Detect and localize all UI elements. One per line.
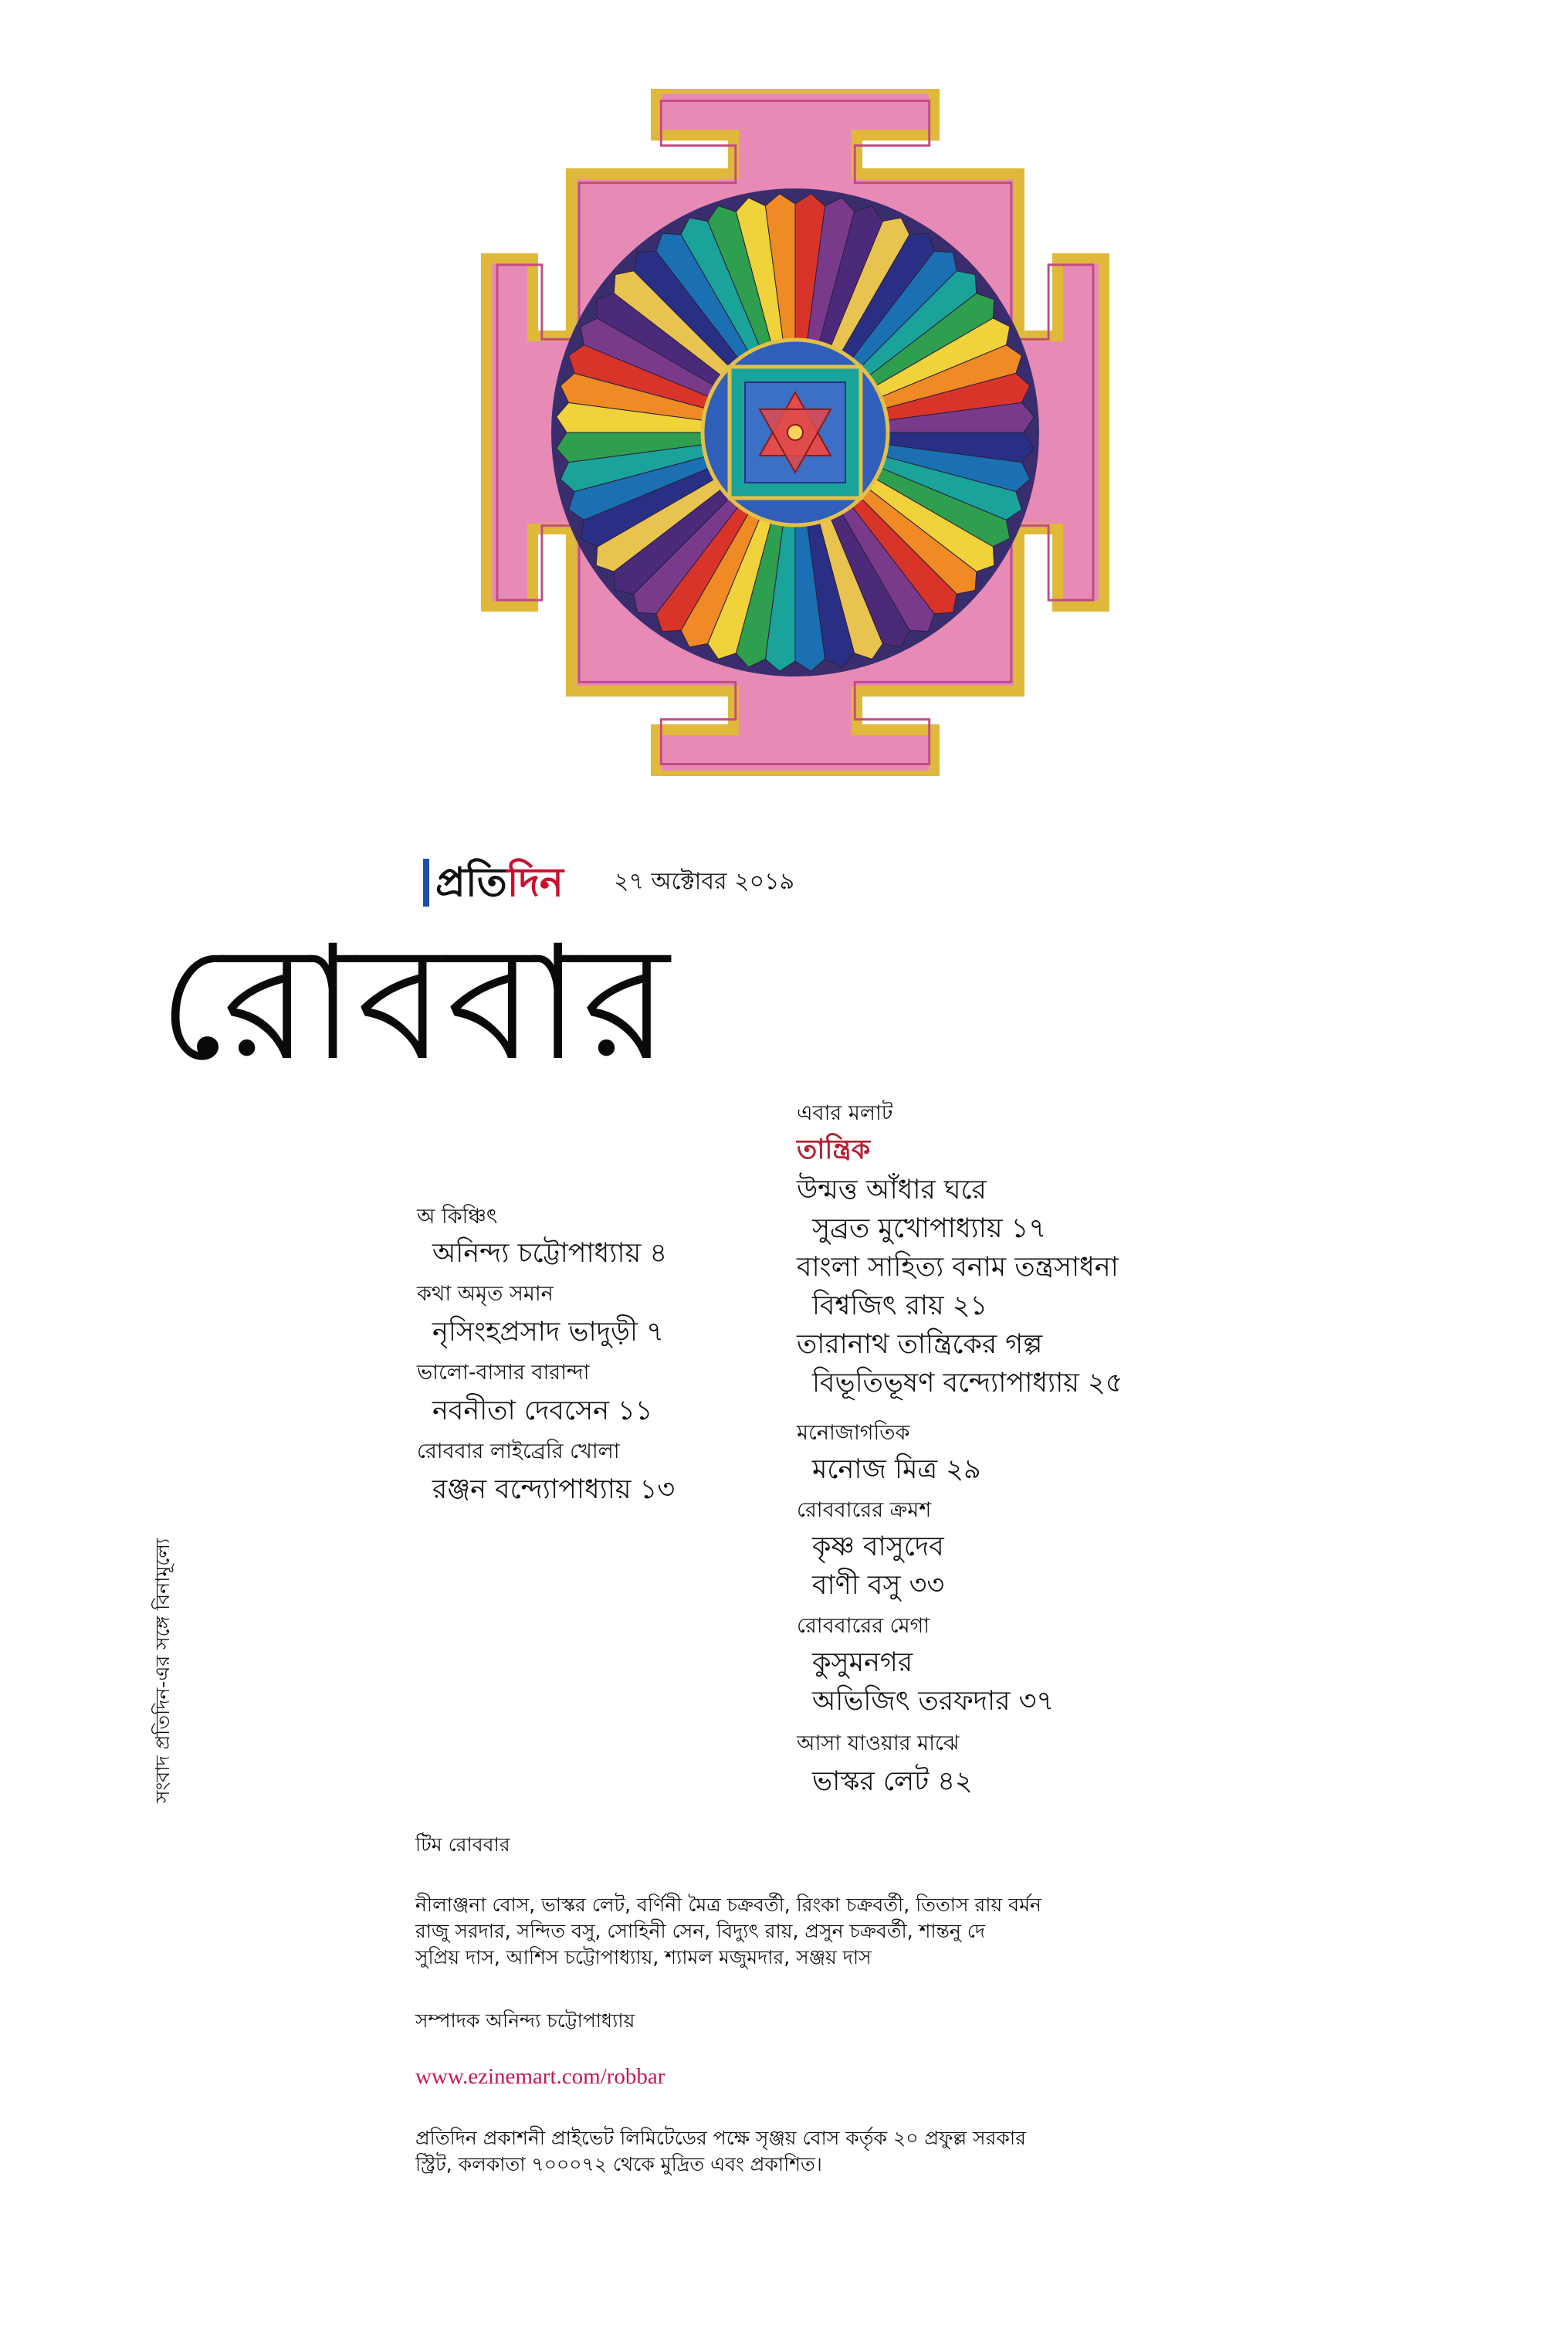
toc-section-label: রোববারের ক্রমশ bbox=[797, 1498, 932, 1522]
team-line: নীলাঞ্জনা বোস, ভাস্কর লেট, বর্ণিনী মৈত্র চক্রবর্তী, রিংকা চক্রবর্তী, তিতাস রায় বর্মন bbox=[415, 1894, 1041, 1916]
toc-section-label: আসা যাওয়ার মাঝে bbox=[797, 1731, 960, 1755]
toc-entry: অনিন্দ্য চট্টোপাধ্যায় ৪ bbox=[432, 1238, 668, 1269]
issue-date: ২৭ অক্টোবর ২০১৯ bbox=[614, 868, 795, 895]
yantra-mandala-icon bbox=[455, 89, 1135, 776]
toc-entry: রঞ্জন বন্দ্যোপাধ্যায় ১৩ bbox=[432, 1474, 676, 1505]
team-line: রাজু সরদার, সন্দিত বসু, সোহিনী সেন, বিদ্যুৎ রায়, প্রসুন চক্রবর্তী, শান্তনু দে bbox=[415, 1920, 986, 1942]
toc-entry: কৃষ্ণ বাসুদেব bbox=[812, 1531, 944, 1562]
cover-article-title: বাংলা সাহিত্য বনাম তন্ত্রসাধনা bbox=[797, 1252, 1119, 1283]
toc-entry: ভাস্কর লেট ৪২ bbox=[812, 1766, 973, 1797]
toc-entry: নবনীতা দেবসেন ১১ bbox=[432, 1395, 653, 1426]
logo-bar bbox=[423, 859, 429, 907]
cover-article-author: সুব্রত মুখোপাধ্যায় ১৭ bbox=[812, 1213, 1047, 1244]
toc-entry: মনোজ মিত্র ২৯ bbox=[812, 1454, 981, 1485]
toc-entry: কুসুমনগর bbox=[812, 1647, 913, 1678]
vertical-free-supplement-note: সংবাদ প্রতিদিন-এর সঙ্গে বিনামূল্যে bbox=[151, 1538, 174, 1803]
toc-section-label: অ কিঞ্চিৎ bbox=[417, 1205, 498, 1229]
cover-article-author: বিশ্বজিৎ রায় ২১ bbox=[812, 1290, 988, 1321]
cover-article-title: তারানাথ তান্ত্রিকের গল্প bbox=[797, 1329, 1043, 1360]
yantra-center bbox=[703, 340, 888, 525]
toc-entry: নৃসিংহপ্রসাদ ভাদুড়ী ৭ bbox=[432, 1317, 664, 1348]
logo-text-part2: দিন bbox=[506, 860, 564, 906]
logo-text-part1: প্রতি bbox=[435, 860, 507, 906]
cover-article-title: উন্মত্ত আঁধার ঘরে bbox=[797, 1175, 987, 1205]
toc-section-label: রোববারের মেগা bbox=[797, 1614, 930, 1638]
team-heading: টিম রোববার bbox=[415, 1833, 510, 1856]
pratidin-logo bbox=[423, 859, 564, 907]
website-link[interactable]: www.ezinemart.com/robbar bbox=[415, 2064, 665, 2089]
yantra-bindu bbox=[787, 425, 803, 440]
masthead-title: রোববার bbox=[158, 912, 671, 1096]
toc-section-label: কথা অমৃত সমান bbox=[417, 1282, 554, 1306]
cover-category: তান্ত্রিক bbox=[797, 1134, 871, 1165]
imprint-line: স্ট্রিট, কলকাতা ৭০০০৭২ থেকে মুদ্রিত এবং প্রকাশিত। bbox=[415, 2153, 822, 2175]
cover-article-author: বিভূতিভূষণ বন্দ্যোপাধ্যায় ২৫ bbox=[812, 1368, 1123, 1399]
toc-entry: বাণী বসু ৩৩ bbox=[812, 1570, 945, 1601]
cover-story-label: এবার মলাট bbox=[797, 1101, 893, 1125]
toc-entry: অভিজিৎ তরফদার ৩৭ bbox=[812, 1686, 1055, 1717]
toc-section-label: রোববার লাইব্রেরি খোলা bbox=[417, 1439, 620, 1463]
toc-section-label: মনোজাগতিক bbox=[797, 1421, 910, 1445]
editor-credit: সম্পাদক অনিন্দ্য চট্টোপাধ্যায় bbox=[415, 2009, 635, 2032]
toc-section-label: ভালো-বাসার বারান্দা bbox=[417, 1361, 590, 1385]
imprint-line: প্রতিদিন প্রকাশনী প্রাইভেট লিমিটেডের পক্ষে সৃঞ্জয় বোস কর্তৃক ২০ প্রফুল্ল সরকার bbox=[415, 2127, 1026, 2149]
team-line: সুপ্রিয় দাস, আশিস চট্টোপাধ্যায়, শ্যামল মজুমদার, সঞ্জয় দাস bbox=[415, 1946, 872, 1968]
